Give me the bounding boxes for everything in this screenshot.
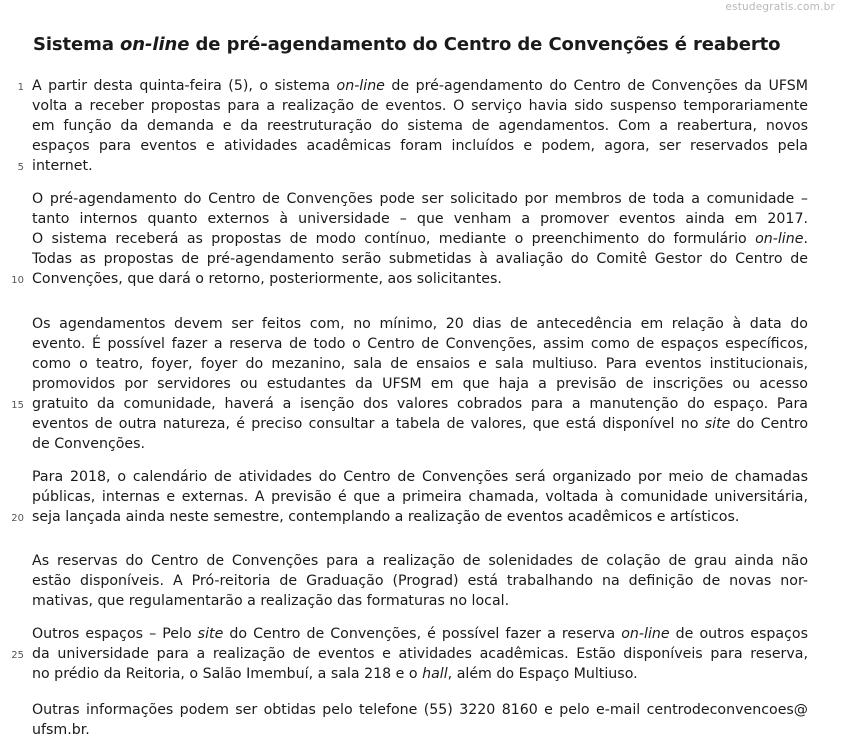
text-segment: seja lançada ainda neste semestre, contemplando a realização de eventos acadêmicos e artísticos. [32,509,740,525]
text-segment: de outros espaços [669,626,808,642]
line-number: 1 [17,82,24,93]
text-line [32,116,808,136]
text-line [32,209,808,229]
line-number: 15 [11,400,24,411]
text-line [32,487,808,507]
text-segment: Os agendamentos devem ser feitos com, no mínimo, 20 dias de antecedência em relação à data do [32,316,808,332]
italic-term: on-line [621,626,670,642]
text-segment: gratuito da comunidade, haverá a isenção dos valores cobrados para a manutenção do espaço. Para [32,396,808,412]
text-line [32,394,808,414]
text-segment: de pré-agendamento do Centro de Convenções da UFSM [384,78,808,94]
text-line [32,249,808,269]
title-em: on-line [120,34,190,55]
text-line [32,414,808,434]
text-line [32,551,808,571]
text-line [32,591,808,611]
text-segment: volta a receber propostas para a realização de eventos. O serviço havia sido suspenso temporariamente [32,98,808,114]
text-segment: estão disponíveis. A Pró-reitoria de Graduação (Prograd) está trabalhando na definição de novas nor- [32,573,808,589]
text-segment: públicas, internas e externas. A previsão é que a primeira chamada, voltada à comunidade universitária, [32,489,808,505]
text-line [32,434,808,454]
text-line [32,334,808,354]
text-segment: como o teatro, foyer, foyer do mezanino, sala de ensaios e sala multiuso. Para eventos institucionais, [32,356,808,372]
text-segment: , além do Espaço Multiuso. [447,666,638,682]
text-segment: do Centro [730,416,808,432]
italic-term: site [704,416,731,432]
text-line [32,664,808,684]
text-line [32,700,808,720]
text-segment: Todas as propostas de pré-agendamento serão submetidas à avaliação do Comitê Gestor do Centro de [32,251,808,267]
italic-term: on-line [336,78,385,94]
text-segment: promovidos por servidores ou estudantes da UFSM em que haja a previsão de inscrições ou acesso [32,376,808,392]
italic-term: site [197,626,224,642]
text-segment: tanto internos quanto externos à universidade – que venham a promover eventos ainda em 2017. [32,211,808,227]
text-segment: A partir desta quinta-feira (5), o sistema [32,78,337,94]
line-number: 10 [11,275,24,286]
text-line [32,720,808,740]
line-number: 5 [17,162,24,173]
text-segment: Para 2018, o calendário de atividades do Centro de Convenções será organizado por meio de chamadas [32,469,808,485]
italic-term: on-line [755,231,804,247]
text-line [32,354,808,374]
text-segment: O sistema receberá as propostas de modo contínuo, mediante o preenchimento do formulário [32,231,756,247]
text-line [32,76,808,96]
text-segment: mativas, que regulamentarão a realização das formaturas no local. [32,593,510,609]
text-segment: evento. É possível fazer a reserva de todo o Centro de Convenções, assim como de espaços específicos, [32,336,808,352]
text-line [32,374,808,394]
text-segment: Outras informações podem ser obtidas pelo telefone (55) 3220 8160 e pelo e-mail centrodeconvencoes@ [32,702,808,718]
text-line [32,467,808,487]
text-line [32,189,808,209]
text-segment: de Convenções. [32,436,146,452]
italic-term: hall [422,666,448,682]
text-segment: eventos de outra natureza, é preciso consultar a tabela de valores, que está disponível no [32,416,705,432]
text-line [32,571,808,591]
text-line [32,136,808,156]
title-pre: Sistema [33,34,121,55]
text-line [32,229,808,249]
text-line [32,314,808,334]
text-line [32,624,808,644]
title-post: de pré-agendamento do Centro de Convenções é reaberto [189,34,781,55]
article-title [33,34,823,55]
text-line [32,269,808,289]
text-segment: internet. [32,158,93,174]
text-segment: Convenções, que dará o retorno, posteriormente, aos solicitantes. [32,271,502,287]
text-line [32,96,808,116]
text-segment: espaços para eventos e atividades acadêmicas foram incluídos e podem, agora, ser reservados pela [32,138,808,154]
text-segment: do Centro de Convenções, é possível fazer a reserva [223,626,622,642]
line-number: 25 [11,650,24,661]
text-line [32,507,808,527]
text-segment: no prédio da Reitoria, o Salão Imembuí, a sala 218 e o [32,666,423,682]
text-segment: ufsm.br. [32,722,90,738]
text-segment: O pré-agendamento do Centro de Convenções pode ser solicitado por membros de toda a comunidade – [32,191,808,207]
site-watermark: estudegratis.com.br [725,1,835,13]
text-segment: . [803,231,808,247]
text-line [32,156,808,176]
text-segment: As reservas do Centro de Convenções para a realização de solenidades de colação de grau ainda não [32,553,808,569]
text-segment: em função da demanda e da reestruturação do sistema de agendamentos. Com a reabertura, novos [32,118,808,134]
text-segment: Outros espaços – Pelo [32,626,198,642]
line-number: 20 [11,513,24,524]
text-segment: da universidade para a realização de eventos e atividades acadêmicas. Estão disponíveis para reserva, [32,646,808,662]
text-line [32,644,808,664]
